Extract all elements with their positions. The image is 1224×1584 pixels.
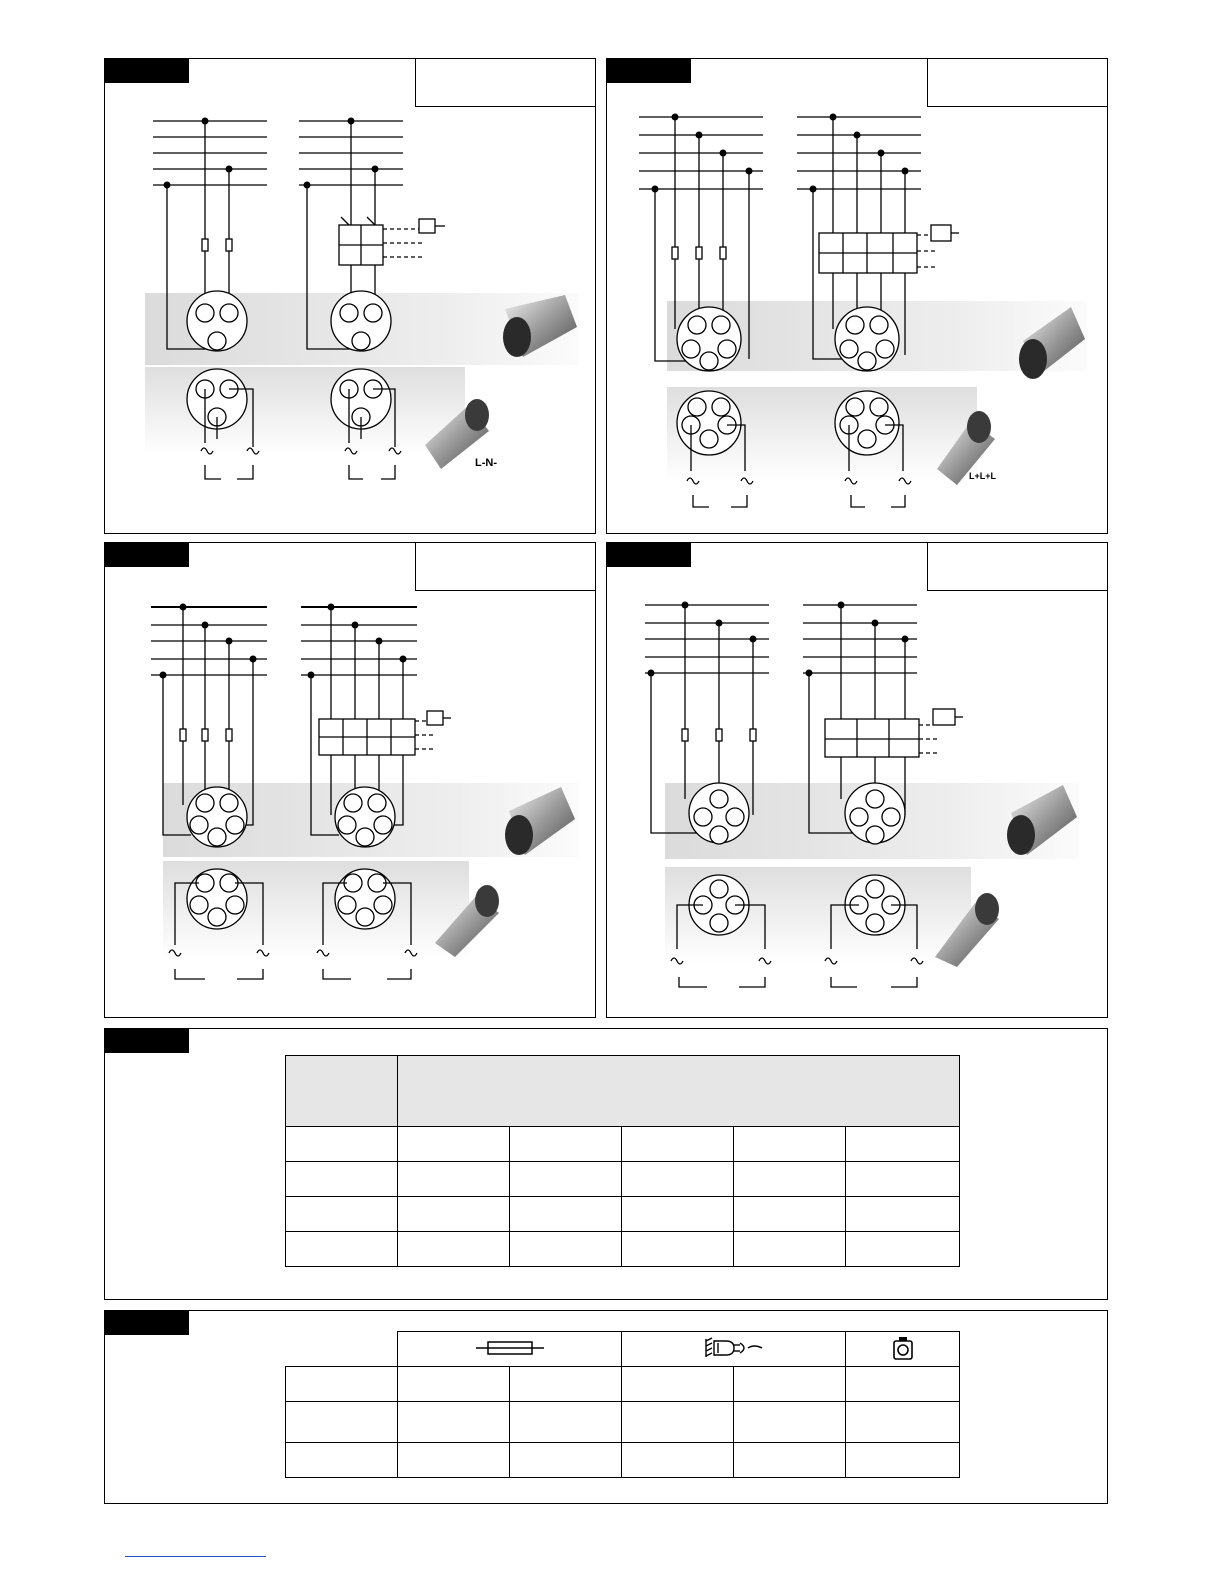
- table-header-cell: [286, 1332, 398, 1367]
- table-cell: [286, 1197, 398, 1232]
- fuse-icon: [474, 1338, 546, 1358]
- cable-header-cell: [622, 1332, 846, 1367]
- table-row: [286, 1443, 960, 1478]
- table-cell: [286, 1367, 398, 1402]
- table-cell: [286, 1232, 398, 1267]
- table-cell: [510, 1232, 622, 1267]
- table-cell: [734, 1162, 846, 1197]
- diagram-panel-2: [606, 58, 1108, 534]
- plug-note: L-N-: [475, 457, 497, 469]
- table-cell: [398, 1402, 510, 1443]
- table-cell: [734, 1127, 846, 1162]
- wiring-diagram: [105, 59, 597, 535]
- table-row: [286, 1402, 960, 1443]
- diagram-panel-3: [104, 542, 596, 1018]
- wiring-diagram: [607, 59, 1109, 535]
- table-cell: [846, 1443, 960, 1478]
- table-cell: [398, 1367, 510, 1402]
- table-cell: [734, 1232, 846, 1267]
- table-cell: [846, 1402, 960, 1443]
- panel-tab: [105, 1029, 189, 1053]
- table-cell: [622, 1402, 734, 1443]
- table-cell: [846, 1232, 960, 1267]
- table-cell: [510, 1402, 622, 1443]
- table-cell: [734, 1443, 846, 1478]
- panel-tab: [105, 1311, 189, 1335]
- table-header-cell: [398, 1056, 960, 1127]
- weight-icon: [892, 1335, 914, 1361]
- table-cell: [510, 1127, 622, 1162]
- table-cell: [286, 1162, 398, 1197]
- table-cell: [398, 1162, 510, 1197]
- table-header-cell: [286, 1056, 398, 1127]
- table-cell: [846, 1127, 960, 1162]
- table-cell: [398, 1232, 510, 1267]
- spec-table-2: [285, 1331, 960, 1478]
- table-panel-1: [104, 1028, 1108, 1300]
- table-cell: [286, 1127, 398, 1162]
- table-cell: [846, 1367, 960, 1402]
- table-cell: [398, 1443, 510, 1478]
- table-header-row: [286, 1056, 960, 1127]
- table-cell: [510, 1367, 622, 1402]
- table-cell: [510, 1162, 622, 1197]
- table-panel-2: [104, 1310, 1108, 1504]
- table-cell: [734, 1197, 846, 1232]
- table-header-row: [286, 1332, 960, 1367]
- table-cell: [286, 1443, 398, 1478]
- weight-header-cell: [846, 1332, 960, 1367]
- plug-note: L+L+L: [969, 471, 997, 481]
- table-row: [286, 1162, 960, 1197]
- table-cell: [622, 1197, 734, 1232]
- table-cell: [622, 1367, 734, 1402]
- diagram-panel-4: [606, 542, 1108, 1018]
- table-cell: [622, 1127, 734, 1162]
- diagram-panel-1: [104, 58, 596, 534]
- table-cell: [622, 1162, 734, 1197]
- table-cell: [622, 1232, 734, 1267]
- table-cell: [622, 1443, 734, 1478]
- spec-table-1: [285, 1055, 960, 1267]
- table-cell: [846, 1162, 960, 1197]
- table-row: [286, 1232, 960, 1267]
- table-cell: [734, 1367, 846, 1402]
- wiring-diagram: [105, 543, 597, 1019]
- wiring-diagram: [607, 543, 1109, 1019]
- table-row: [286, 1197, 960, 1232]
- table-row: [286, 1127, 960, 1162]
- table-row: [286, 1367, 960, 1402]
- table-cell: [398, 1197, 510, 1232]
- cable-plug-icon: [704, 1335, 764, 1361]
- fuse-header-cell: [398, 1332, 622, 1367]
- table-cell: [846, 1197, 960, 1232]
- table-cell: [398, 1127, 510, 1162]
- table-cell: [510, 1443, 622, 1478]
- table-cell: [510, 1197, 622, 1232]
- table-cell: [286, 1402, 398, 1443]
- footer-link-underline[interactable]: [125, 1556, 266, 1557]
- table-cell: [734, 1402, 846, 1443]
